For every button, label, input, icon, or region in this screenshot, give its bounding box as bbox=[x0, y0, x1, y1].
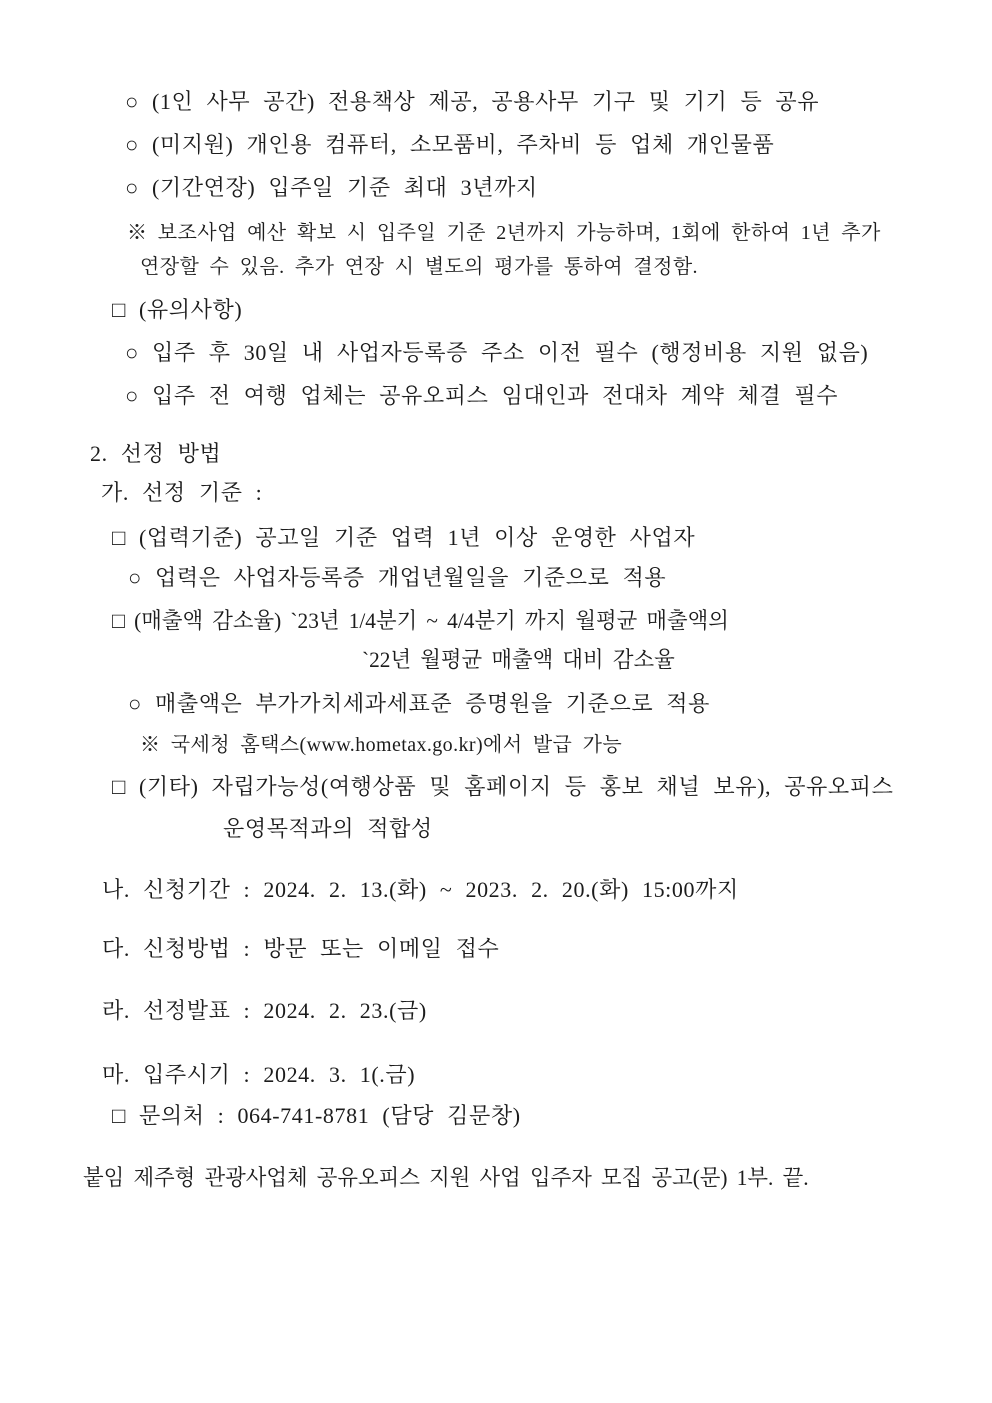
item-sales-decline-line1: □ (매출액 감소율) `23년 1/4분기 ~ 4/4분기 까지 월평균 매출액의 bbox=[112, 608, 729, 633]
bullet-business-age-basis: ○ 업력은 사업자등록증 개업년월일을 기준으로 적용 bbox=[128, 565, 667, 590]
bullet-sales-basis: ○ 매출액은 부가가치세과세표준 증명원을 기준으로 적용 bbox=[128, 691, 710, 716]
item-da-application-method: 다. 신청방법 : 방문 또는 이메일 접수 bbox=[102, 936, 500, 961]
item-business-age: □ (업력기준) 공고일 기준 업력 1년 이상 운영한 사업자 bbox=[112, 525, 696, 550]
item-etc-line2: 운영목적과의 적합성 bbox=[223, 816, 433, 841]
bullet-not-supported: ○ (미지원) 개인용 컴퓨터, 소모품비, 주차비 등 업체 개인물품 bbox=[125, 132, 775, 157]
item-na-application-period: 나. 신청기간 : 2024. 2. 13.(화) ~ 2023. 2. 20.(화) 15:00까지 bbox=[102, 877, 739, 902]
section-2-heading: 2. 선정 방법 bbox=[90, 441, 222, 466]
bullet-period-extension: ○ (기간연장) 입주일 기준 최대 3년까지 bbox=[125, 175, 538, 200]
item-etc-line1: □ (기타) 자립가능성(여행상품 및 홈페이지 등 홍보 채널 보유), 공유오피스 bbox=[112, 774, 894, 799]
attachment-line: 붙임 제주형 관광사업체 공유오피스 지원 사업 입주자 모집 공고(문) 1부. 끝. bbox=[83, 1165, 809, 1190]
note-budget-line2: 연장할 수 있음. 추가 연장 시 별도의 평가를 통하여 결정함. bbox=[140, 256, 698, 278]
item-ga-criteria: 가. 선정 기준 : bbox=[101, 480, 263, 505]
item-ra-announcement: 라. 선정발표 : 2024. 2. 23.(금) bbox=[102, 998, 427, 1023]
note-budget-line1: ※ 보조사업 예산 확보 시 입주일 기준 2년까지 가능하며, 1회에 한하여 1년 추가 bbox=[127, 222, 881, 244]
bullet-address-transfer: ○ 입주 후 30일 내 사업자등록증 주소 이전 필수 (행정비용 지원 없음) bbox=[125, 340, 869, 365]
bullet-office-space: ○ (1인 사무 공간) 전용책상 제공, 공용사무 기구 및 기기 등 공유 bbox=[125, 89, 820, 114]
note-hometax: ※ 국세청 홈택스(www.hometax.go.kr)에서 발급 가능 bbox=[140, 734, 623, 756]
item-cautions: □ (유의사항) bbox=[112, 297, 243, 322]
item-contact: □ 문의처 : 064-741-8781 (담당 김문창) bbox=[112, 1103, 521, 1128]
item-sales-decline-line2: `22년 월평균 매출액 대비 감소율 bbox=[362, 647, 675, 672]
item-ma-movein: 마. 입주시기 : 2024. 3. 1(.금) bbox=[102, 1062, 416, 1087]
bullet-sublease-contract: ○ 입주 전 여행 업체는 공유오피스 임대인과 전대차 계약 체결 필수 bbox=[125, 383, 839, 408]
